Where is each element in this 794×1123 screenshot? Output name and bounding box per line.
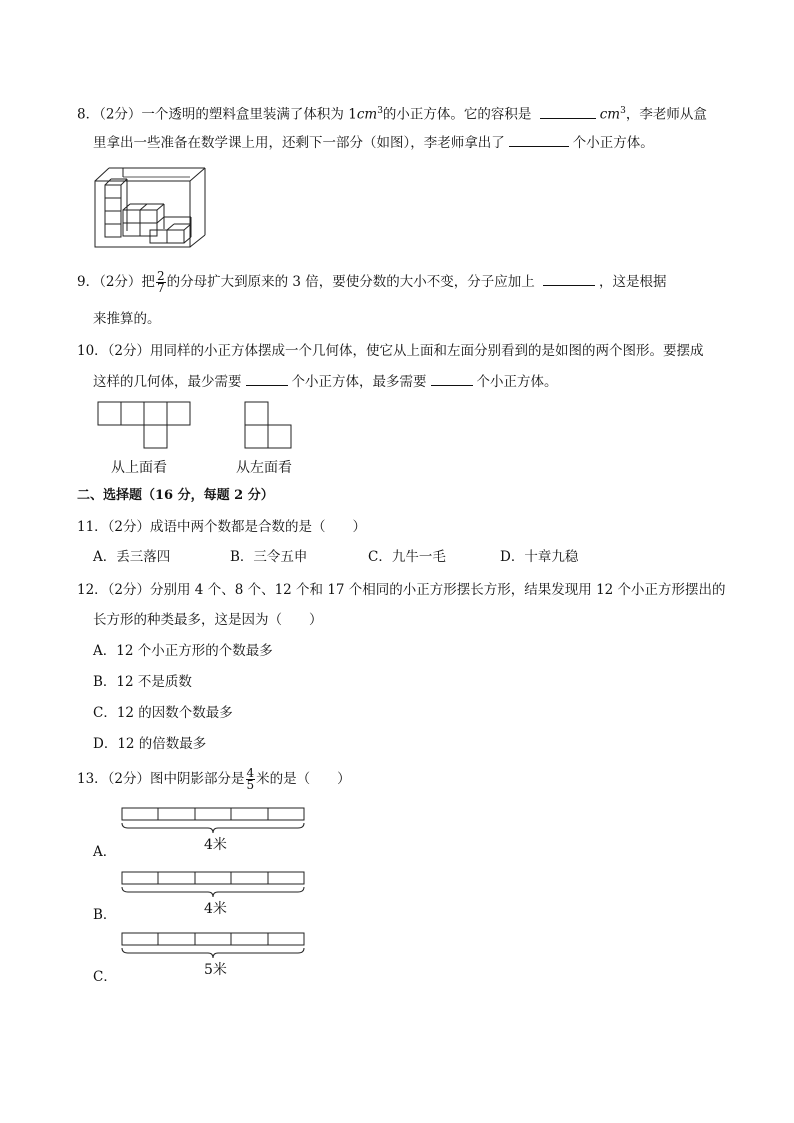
q12-option-b[interactable]: B．12 不是质数 [93, 674, 192, 690]
q13-text-a: 13．（2分）图中阴影部分是 [77, 771, 245, 787]
q11-option-a[interactable]: A．丢三落四 [93, 549, 171, 565]
q10-text-l2c: 个小正方体。 [476, 374, 558, 390]
q12-option-c[interactable]: C．12 的因数个数最多 [93, 705, 233, 721]
q9-fraction [156, 271, 166, 294]
q10-answer-blank-min[interactable] [246, 371, 288, 386]
q13-option-c[interactable]: C． [93, 969, 117, 985]
q10-left-view-figure [244, 401, 294, 449]
q8-unit-cm: cm [356, 106, 378, 123]
q13-option-a[interactable]: A． [93, 844, 117, 860]
q11-option-d[interactable]: D．十章九稳 [500, 549, 579, 565]
q13-b-length: 4米 [204, 901, 227, 917]
q13-fraction [246, 768, 256, 791]
q10-answer-blank-max[interactable] [431, 371, 473, 386]
q8-answer-blank-1[interactable] [540, 104, 596, 119]
q8-unit-exp-2: 3 [620, 106, 626, 116]
q8-answer-blank-2[interactable] [509, 132, 569, 147]
q9-text-l2: 来推算的。 [93, 311, 161, 327]
q9-frac-num: 2 [156, 269, 165, 283]
q9-frac-den: 7 [156, 281, 165, 295]
q11-option-b[interactable]: B．三令五申 [230, 549, 308, 565]
q13-bar-b[interactable] [120, 870, 310, 900]
q8-text-a: 8．（2分）一个透明的塑料盒里装满了体积为 1 [77, 106, 357, 123]
q8-text-g: ，李老师从盒 [625, 106, 707, 123]
q10-text-l2b: 个小正方体，最多需要 [291, 374, 427, 390]
q8-line2 [93, 132, 654, 153]
q13-stem [77, 768, 351, 791]
q10-text-l1: 10．（2分）用同样的小正方体摆成一个几何体，使它从上面和左面分别看到的是如图的两个图形。要摆成 [77, 343, 704, 359]
q9-text-c: ，这是根据 [599, 274, 667, 290]
q9-line2 [93, 308, 161, 329]
q8-unit-exp: 3 [377, 106, 383, 116]
q12-line1: 12．（2分）分别用 4 个、8 个、12 个和 17 个相同的小正方形摆长方形，结果发现用 12 个小正方形摆出的 [77, 582, 726, 598]
q8-text-l2a: 里拿出一些准备在数学课上用，还剩下一部分（如图），李老师拿出了 [93, 135, 505, 151]
q8-text-d: 的小正方体。它的容积是 [382, 106, 532, 123]
q12-option-a[interactable]: A．12 个小正方形的个数最多 [93, 643, 273, 659]
q13-option-b[interactable]: B． [93, 907, 117, 923]
q10-text-l2a: 这样的几何体，最少需要 [93, 374, 242, 390]
q10-line1 [77, 341, 704, 361]
section-heading: 二、选择题（16 分，每题 2 分） [77, 488, 274, 503]
q12-option-d[interactable]: D．12 的倍数最多 [93, 736, 207, 752]
q13-bar-a[interactable] [120, 806, 310, 836]
q13-frac-num: 4 [246, 766, 255, 780]
q13-a-length: 4米 [204, 837, 227, 853]
q10-caption-top: 从上面看 [111, 460, 167, 476]
q8-text-l2b: 个小正方体。 [572, 135, 654, 151]
q13-bar-c[interactable] [120, 931, 310, 961]
q9-line1 [77, 271, 667, 294]
q10-caption-left: 从左面看 [236, 460, 292, 476]
q11-stem: 11．（2分）成语中两个数都是合数的是（ ） [77, 519, 367, 535]
q12-line2: 长方形的种类最多，这是因为（ ） [93, 612, 323, 628]
q8-unit-cm-2: cm [599, 106, 621, 123]
q10-line2 [93, 371, 558, 392]
q9-text-a: 9．（2分）把 [77, 274, 155, 290]
q8-box-figure [93, 165, 208, 250]
q13-text-b: 米的是（ ） [256, 771, 351, 787]
q9-text-b: 的分母扩大到原来的 3 倍，要使分数的大小不变，分子应加上 [166, 274, 535, 290]
q13-frac-den: 5 [246, 778, 255, 792]
q8-line1 [77, 101, 707, 125]
q9-answer-blank-1[interactable] [543, 271, 595, 286]
q13-c-length: 5米 [204, 962, 227, 978]
q10-top-view-figure [97, 401, 192, 449]
q11-option-c[interactable]: C．九牛一毛 [368, 549, 446, 565]
